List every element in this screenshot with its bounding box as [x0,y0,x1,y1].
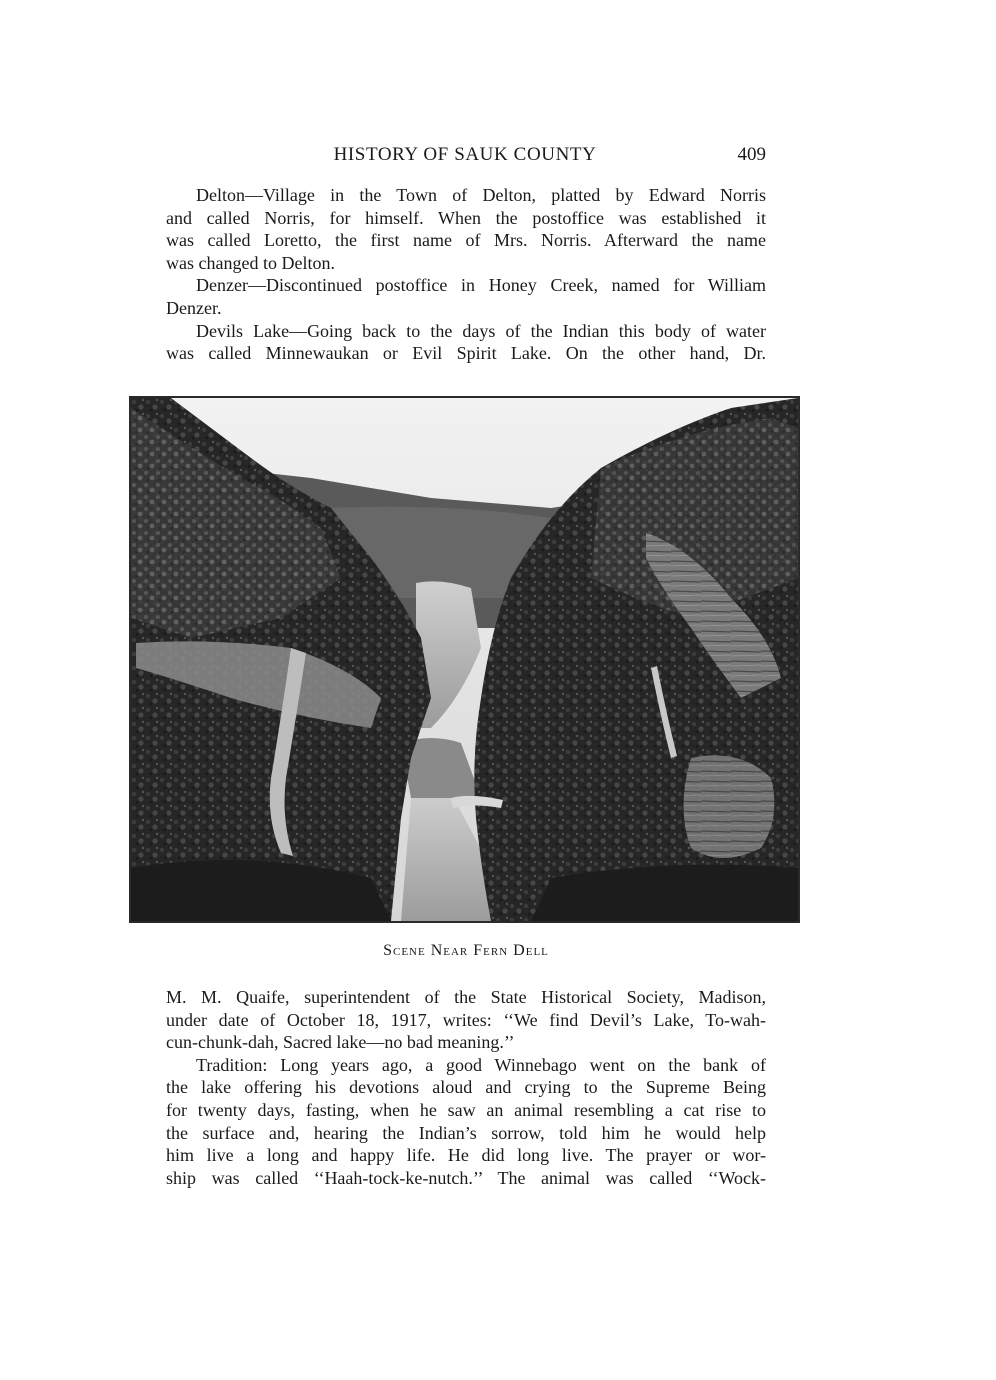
text-line: was called Loretto, the first name of Mrs. Norris. Afterward the name [166,230,766,251]
text-line: the surface and, hearing the Indian’s sorrow, told him he would help [166,1122,766,1143]
running-title: HISTORY OF SAUK COUNTY [333,144,597,165]
text-line: Denzer—Discontinued postoffice in Honey Creek, named for William [196,275,766,296]
figure-caption: Scene Near Fern Dell [383,942,549,959]
text-line: was changed to Delton. [166,252,335,273]
text-line: Tradition: Long years ago, a good Winnebago went on the bank of [196,1054,766,1075]
text-line: the lake offering his devotions aloud and crying to the Supreme Being [166,1077,766,1098]
top-text-block [166,184,766,365]
text-line: and called Norris, for himself. When the postoffice was established it [166,207,766,228]
lake-photograph [129,396,800,923]
text-line: M. M. Quaife, superintendent of the State Historical Society, Madison, [166,987,766,1007]
text-line: him live a long and happy life. He did long live. The prayer or wor- [166,1145,766,1166]
text-line: for twenty days, fasting, when he saw an animal resembling a cat rise to [166,1099,766,1120]
text-line: Delton—Village in the Town of Delton, platted by Edward Norris [196,185,766,205]
text-line: Denzer. [166,297,222,318]
bottom-text-block [166,986,766,1189]
text-line: under date of October 18, 1917, writes: ‘‘We find Devil’s Lake, To-wah- [166,1009,766,1030]
page-number: 409 [737,144,766,165]
text-line: was called Minnewaukan or Evil Spirit Lake. On the other hand, Dr. [166,343,766,364]
text-line: Devils Lake—Going back to the days of the Indian this body of water [196,320,766,341]
text-line: cun-chunk-dah, Sacred lake—no bad meaning.’’ [166,1032,515,1053]
text-line: ship was called ‘‘Haah-tock-ke-nutch.’’ The animal was called ‘‘Wock- [166,1167,766,1188]
